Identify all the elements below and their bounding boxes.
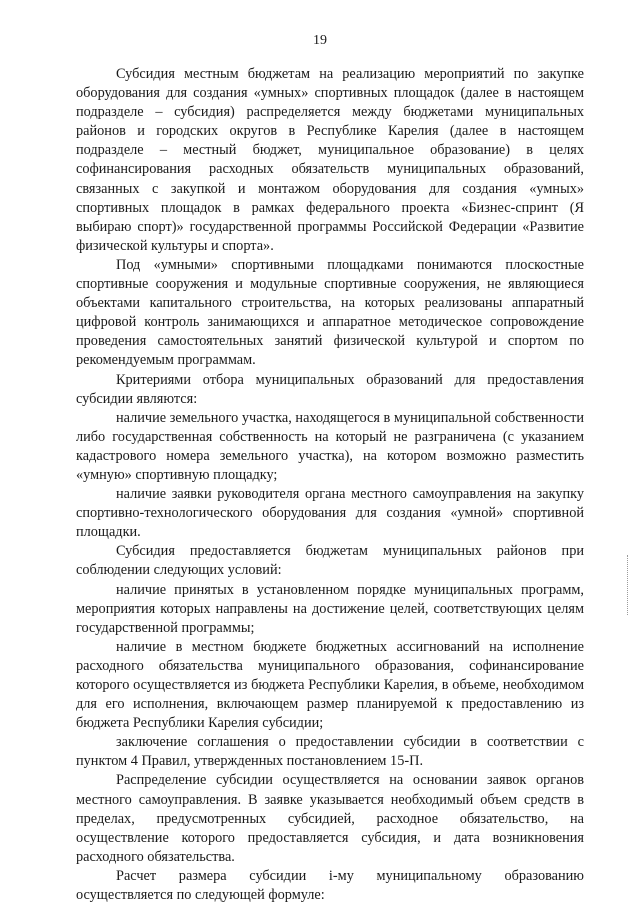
scan-edge-mark xyxy=(627,555,631,615)
paragraph-smart-grounds-definition: Под «умными» спортивными площадками понимаются плоскостные спортивные сооружения и модульные спортивные сооружения, не являющиеся объектами капитального строительства, на которых реализованы аппаратный цифровой контроль занимающихся и аппаратное методическое сопровождение проведения самостоятельных занятий физической культурой и спортом по рекомендуемым программам. xyxy=(76,256,584,369)
page-number: 19 xyxy=(313,33,327,48)
paragraph-distribution: Распределение субсидии осуществляется на основании заявок органов местного самоуправления. В заявке указывается необходимый объем средств в пределах, предусмотренных субсидией, расходное обязательство, на осуществление которого предоставляется субсидия, и дата возникновения расходного обязательства. xyxy=(76,772,584,865)
paragraph-subsidy-definition: Субсидия местным бюджетам на реализацию мероприятий по закупке оборудования для создания «умных» спортивных площадок (далее в настоящем подразделе – субсидия) распределяется между бюджетами муниципальных районов и городских округов в Республике Карелия (далее в настоящем подразделе – местный бюджет, муниципальное образование) в целях софинансирования расходных обязательств муниципальных образований, связанных с закупкой и монтажом оборудования для создания «умных» спортивных площадок в рамках федерального проекта «Бизнес-спринт (Я выбираю спорт)» государственной программы Российской Федерации «Развитие физической культуры и спорта». xyxy=(76,66,584,254)
paragraph-criterion-application: наличие заявки руководителя органа местного самоуправления на закупку спортивно-технологического оборудования для создания «умной» спортивной площадки. xyxy=(76,486,584,541)
paragraph-condition-agreement: заключение соглашения о предоставлении субсидии в соответствии с пунктом 4 Правил, утвержденных постановлением 15-П. xyxy=(76,734,584,770)
paragraph-calculation: Расчет размера субсидии i-му муниципальному образованию осуществляется по следующей формуле: xyxy=(76,867,584,904)
paragraph-criterion-land: наличие земельного участка, находящегося в муниципальной собственности либо государственная собственность на который не разграничена (с указанием кадастрового номера земельного участка), на котором возможно разместить «умную» спортивную площадку; xyxy=(76,409,584,483)
paragraph-condition-programs: наличие принятых в установленном порядке муниципальных программ, мероприятия которых направлены на достижение целей, соответствующих целям государственной программы; xyxy=(76,581,584,636)
document-body xyxy=(76,65,584,905)
paragraph-condition-budget: наличие в местном бюджете бюджетных ассигнований на исполнение расходного обязательства муниципального образования, софинансирование которого осуществляется из бюджета Республики Карелия, в объеме, необходимом для его исполнения, включающем размер планируемой к предоставлению из бюджета Республики Карелия субсидии; xyxy=(76,638,584,732)
paragraph-selection-criteria: Критериями отбора муниципальных образований для предоставления субсидии являются: xyxy=(76,371,584,407)
paragraph-conditions-intro: Субсидия предоставляется бюджетам муниципальных районов при соблюдении следующих условий: xyxy=(76,543,584,579)
